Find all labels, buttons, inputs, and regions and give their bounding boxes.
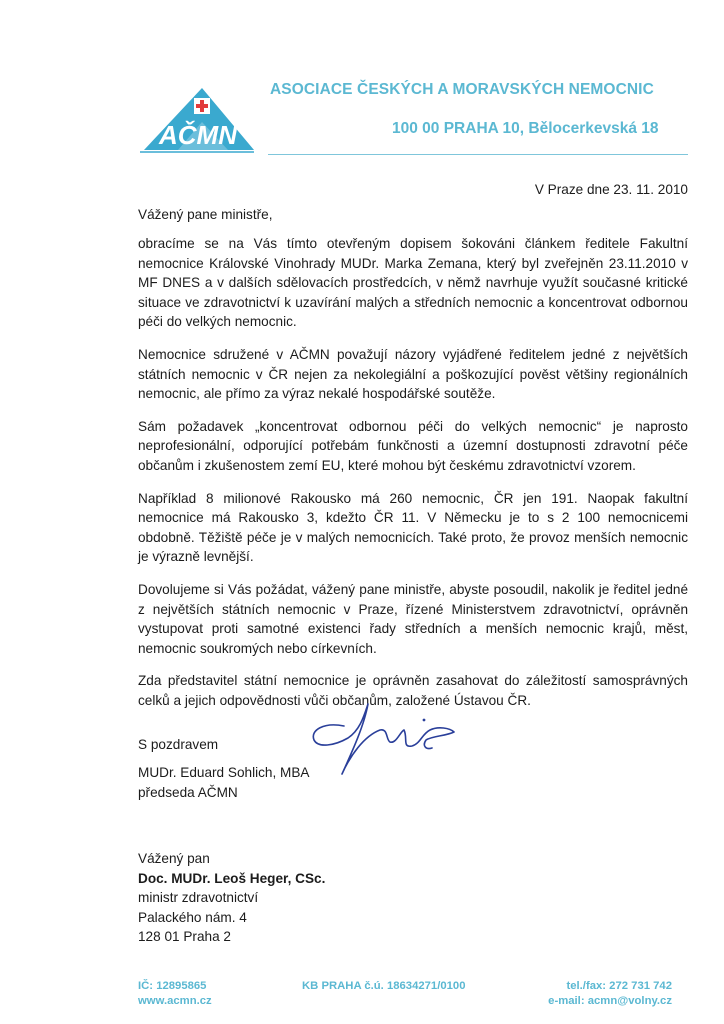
signer-name: MUDr. Eduard Sohlich, MBA [138,765,310,780]
paragraph: Nemocnice sdružené v AČMN považují názory vyjádřené ředitelem jedné z největších státních nemocnic v ČR nejen za nekolegiální a poškozující pověst většiny regionálních nemocnic, ale přímo za výraz nekalé hospodářské soutěže. [138,346,688,402]
footer-phone: tel./fax: 272 731 742 [566,980,672,992]
letter-date: V Praze dne 23. 11. 2010 [534,182,688,197]
paragraph: Sám požadavek „koncentrovat odbornou péči do velkých nemocnic“ je naprosto neprofesionální, odporující potřebám funkčnosti a územní dostupnosti zdravotní péče občanům i zkušenostem zemí EU, které mohou být českému zdravotnictví vzorem. [138,418,688,473]
organization-name: ASOCIACE ČESKÝCH A MORAVSKÝCH NEMOCNIC [270,81,654,98]
salutation: Vážený pane ministře, [138,207,273,222]
signer-block [138,763,310,802]
closing: S pozdravem [138,737,219,752]
letter-body [138,234,688,723]
footer-email[interactable]: e-mail: acmn@volny.cz [548,995,672,1007]
logo-text: AČMN [159,120,237,150]
paragraph: Dovolujeme si Vás požádat, vážený pane ministře, abyste posoudil, nakolik je ředitel jedné z největších státních nemocnic v Praze, řízené Ministerstvem zdravotnictví, oprávněn vystupovat proti samotné existenci řady středních a menších nemocnic krajů, měst, nemocnic soukromých nebo církevních. [138,581,688,656]
recipient-block [138,849,325,947]
recipient-street: Palackého nám. 4 [138,909,247,925]
paragraph: Například 8 milionové Rakousko má 260 nemocnic, ČR jen 191. Naopak fakultní nemocnice má Rakousko 3, kdežto ČR 11. V Německu je to s 2 100 nemocnicemi obdobně. Těžiště péče je v malých nemocnicích. Také proto, že provoz menších nemocnic je výrazně levnější. [138,490,688,565]
signer-title: předseda AČMN [138,784,238,800]
acmn-logo [138,84,258,154]
paragraph: obracíme se na Vás tímto otevřeným dopisem šokováni článkem ředitele Fakultní nemocnice Královské Vinohrady MUDr. Marka Zemana, který byl zveřejněn 23.11.2010 v MF DNES a v dalších sdělovacích prostředcích, v němž navrhuje využít současné kritické situace ve zdravotnictví k uzavírání malých a středních nemocnic a koncentrovat odbornou péči do velkých nemocnic. [138,236,688,330]
footer-ic: IČ: 12895865 [138,980,207,992]
footer-contact [548,979,672,1009]
footer-bank [302,979,465,994]
signature [304,696,464,780]
paragraph: Zda představitel státní nemocnice je oprávněn zasahovat do záležitostí samosprávných celků a jejich odpovědnosti vůči občanům, založené Ústavou ČR. [138,673,688,708]
organization-address: 100 00 PRAHA 10, Bělocerkevská 18 [392,120,659,137]
recipient-greeting: Vážený pan [138,851,210,866]
recipient-city: 128 01 Praha 2 [138,929,231,945]
recipient-name: Doc. MUDr. Leoš Heger, CSc. [138,870,326,886]
footer-ids [138,979,212,1009]
recipient-title: ministr zdravotnictví [138,890,259,906]
footer-web[interactable]: www.acmn.cz [138,995,212,1007]
header-divider [268,154,688,155]
footer-bank-account: KB PRAHA č.ú. 18634271/0100 [302,980,466,992]
